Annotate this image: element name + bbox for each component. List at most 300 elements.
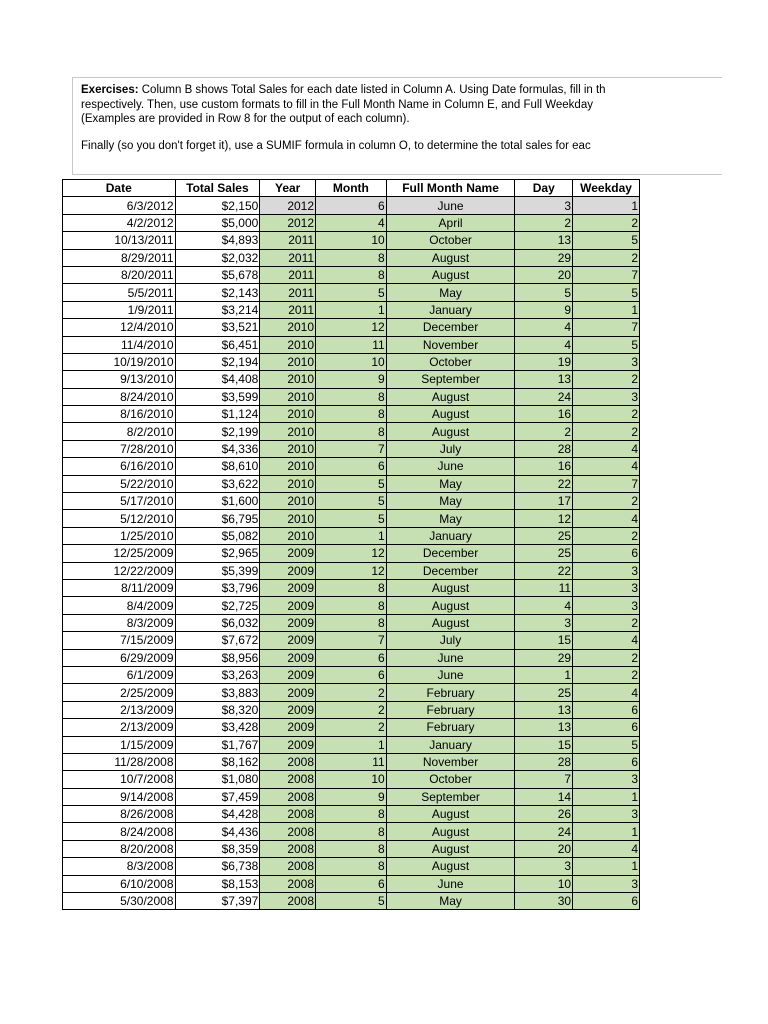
cell-year[interactable]: 2008 xyxy=(260,875,316,892)
cell-full-month-name[interactable]: August xyxy=(386,597,515,614)
cell-date[interactable]: 10/7/2008 xyxy=(63,771,176,788)
cell-year[interactable]: 2012 xyxy=(260,214,316,231)
cell-weekday[interactable]: 6 xyxy=(573,893,640,910)
cell-year[interactable]: 2010 xyxy=(260,510,316,527)
cell-full-month-name[interactable]: September xyxy=(386,371,515,388)
cell-day[interactable]: 25 xyxy=(515,527,573,544)
cell-weekday[interactable]: 7 xyxy=(573,319,640,336)
cell-day[interactable]: 20 xyxy=(515,840,573,857)
cell-date[interactable]: 4/2/2012 xyxy=(63,214,176,231)
cell-month[interactable]: 11 xyxy=(316,753,387,770)
cell-date[interactable]: 6/3/2012 xyxy=(63,197,176,214)
cell-day[interactable]: 2 xyxy=(515,423,573,440)
cell-total-sales[interactable]: $5,678 xyxy=(175,266,260,283)
cell-full-month-name[interactable]: June xyxy=(386,666,515,683)
cell-full-month-name[interactable]: December xyxy=(386,562,515,579)
cell-year[interactable]: 2009 xyxy=(260,614,316,631)
cell-day[interactable]: 4 xyxy=(515,597,573,614)
cell-total-sales[interactable]: $7,397 xyxy=(175,893,260,910)
cell-total-sales[interactable]: $3,883 xyxy=(175,684,260,701)
cell-total-sales[interactable]: $3,521 xyxy=(175,319,260,336)
cell-weekday[interactable]: 5 xyxy=(573,284,640,301)
cell-day[interactable]: 3 xyxy=(515,858,573,875)
cell-year[interactable]: 2009 xyxy=(260,666,316,683)
cell-day[interactable]: 16 xyxy=(515,458,573,475)
cell-full-month-name[interactable]: January xyxy=(386,736,515,753)
cell-date[interactable]: 12/25/2009 xyxy=(63,545,176,562)
cell-full-month-name[interactable]: August xyxy=(386,423,515,440)
cell-year[interactable]: 2008 xyxy=(260,806,316,823)
cell-total-sales[interactable]: $4,428 xyxy=(175,806,260,823)
cell-total-sales[interactable]: $8,153 xyxy=(175,875,260,892)
cell-month[interactable]: 12 xyxy=(316,319,387,336)
cell-month[interactable]: 10 xyxy=(316,353,387,370)
cell-full-month-name[interactable]: January xyxy=(386,527,515,544)
cell-total-sales[interactable]: $2,725 xyxy=(175,597,260,614)
cell-total-sales[interactable]: $4,436 xyxy=(175,823,260,840)
cell-year[interactable]: 2011 xyxy=(260,232,316,249)
cell-total-sales[interactable]: $3,622 xyxy=(175,475,260,492)
cell-weekday[interactable]: 3 xyxy=(573,388,640,405)
cell-weekday[interactable]: 2 xyxy=(573,423,640,440)
cell-year[interactable]: 2010 xyxy=(260,493,316,510)
cell-total-sales[interactable]: $6,738 xyxy=(175,858,260,875)
cell-total-sales[interactable]: $5,000 xyxy=(175,214,260,231)
cell-full-month-name[interactable]: October xyxy=(386,353,515,370)
cell-year[interactable]: 2010 xyxy=(260,336,316,353)
cell-month[interactable]: 7 xyxy=(316,440,387,457)
cell-weekday[interactable]: 1 xyxy=(573,858,640,875)
cell-day[interactable]: 13 xyxy=(515,701,573,718)
cell-day[interactable]: 25 xyxy=(515,545,573,562)
cell-weekday[interactable]: 4 xyxy=(573,632,640,649)
cell-date[interactable]: 9/14/2008 xyxy=(63,788,176,805)
cell-date[interactable]: 8/24/2008 xyxy=(63,823,176,840)
cell-total-sales[interactable]: $6,032 xyxy=(175,614,260,631)
cell-full-month-name[interactable]: August xyxy=(386,614,515,631)
cell-weekday[interactable]: 2 xyxy=(573,406,640,423)
cell-year[interactable]: 2011 xyxy=(260,249,316,266)
cell-day[interactable]: 1 xyxy=(515,666,573,683)
cell-year[interactable]: 2010 xyxy=(260,353,316,370)
cell-weekday[interactable]: 4 xyxy=(573,840,640,857)
cell-date[interactable]: 9/13/2010 xyxy=(63,371,176,388)
cell-total-sales[interactable]: $5,399 xyxy=(175,562,260,579)
cell-day[interactable]: 30 xyxy=(515,893,573,910)
cell-day[interactable]: 7 xyxy=(515,771,573,788)
cell-full-month-name[interactable]: July xyxy=(386,440,515,457)
cell-month[interactable]: 5 xyxy=(316,284,387,301)
cell-month[interactable]: 8 xyxy=(316,423,387,440)
cell-month[interactable]: 8 xyxy=(316,823,387,840)
cell-weekday[interactable]: 3 xyxy=(573,579,640,596)
cell-total-sales[interactable]: $1,600 xyxy=(175,493,260,510)
cell-day[interactable]: 12 xyxy=(515,510,573,527)
cell-month[interactable]: 10 xyxy=(316,771,387,788)
cell-total-sales[interactable]: $3,796 xyxy=(175,579,260,596)
cell-weekday[interactable]: 2 xyxy=(573,249,640,266)
cell-year[interactable]: 2008 xyxy=(260,753,316,770)
cell-day[interactable]: 13 xyxy=(515,371,573,388)
cell-day[interactable]: 15 xyxy=(515,632,573,649)
cell-date[interactable]: 8/2/2010 xyxy=(63,423,176,440)
cell-total-sales[interactable]: $8,162 xyxy=(175,753,260,770)
cell-date[interactable]: 5/12/2010 xyxy=(63,510,176,527)
cell-day[interactable]: 2 xyxy=(515,214,573,231)
cell-full-month-name[interactable]: November xyxy=(386,753,515,770)
cell-day[interactable]: 13 xyxy=(515,232,573,249)
cell-year[interactable]: 2009 xyxy=(260,649,316,666)
cell-month[interactable]: 1 xyxy=(316,527,387,544)
cell-full-month-name[interactable]: February xyxy=(386,701,515,718)
cell-date[interactable]: 10/13/2011 xyxy=(63,232,176,249)
cell-date[interactable]: 2/13/2009 xyxy=(63,701,176,718)
cell-year[interactable]: 2010 xyxy=(260,440,316,457)
cell-total-sales[interactable]: $1,124 xyxy=(175,406,260,423)
cell-year[interactable]: 2010 xyxy=(260,388,316,405)
cell-day[interactable]: 22 xyxy=(515,562,573,579)
cell-total-sales[interactable]: $1,080 xyxy=(175,771,260,788)
cell-year[interactable]: 2008 xyxy=(260,858,316,875)
cell-year[interactable]: 2011 xyxy=(260,266,316,283)
cell-day[interactable]: 17 xyxy=(515,493,573,510)
cell-year[interactable]: 2009 xyxy=(260,736,316,753)
cell-full-month-name[interactable]: November xyxy=(386,336,515,353)
cell-day[interactable]: 19 xyxy=(515,353,573,370)
cell-full-month-name[interactable]: June xyxy=(386,875,515,892)
cell-month[interactable]: 8 xyxy=(316,249,387,266)
cell-date[interactable]: 8/29/2011 xyxy=(63,249,176,266)
cell-full-month-name[interactable]: June xyxy=(386,649,515,666)
cell-total-sales[interactable]: $2,199 xyxy=(175,423,260,440)
cell-full-month-name[interactable]: August xyxy=(386,266,515,283)
cell-day[interactable]: 3 xyxy=(515,197,573,214)
table-row xyxy=(63,840,640,857)
cell-month[interactable]: 6 xyxy=(316,649,387,666)
cell-total-sales[interactable]: $8,320 xyxy=(175,701,260,718)
cell-weekday[interactable]: 6 xyxy=(573,545,640,562)
cell-date[interactable]: 12/22/2009 xyxy=(63,562,176,579)
table-row xyxy=(63,371,640,388)
cell-year[interactable]: 2011 xyxy=(260,284,316,301)
cell-full-month-name[interactable]: December xyxy=(386,545,515,562)
cell-month[interactable]: 6 xyxy=(316,875,387,892)
header-full-month-name[interactable]: Full Month Name xyxy=(386,180,515,197)
cell-year[interactable]: 2010 xyxy=(260,475,316,492)
header-weekday[interactable]: Weekday xyxy=(573,180,640,197)
cell-full-month-name[interactable]: July xyxy=(386,632,515,649)
cell-full-month-name[interactable]: October xyxy=(386,232,515,249)
cell-weekday[interactable]: 2 xyxy=(573,527,640,544)
cell-weekday[interactable]: 2 xyxy=(573,493,640,510)
cell-total-sales[interactable]: $7,672 xyxy=(175,632,260,649)
cell-month[interactable]: 5 xyxy=(316,893,387,910)
cell-weekday[interactable]: 1 xyxy=(573,197,640,214)
cell-full-month-name[interactable]: May xyxy=(386,284,515,301)
cell-weekday[interactable]: 4 xyxy=(573,440,640,457)
cell-year[interactable]: 2010 xyxy=(260,527,316,544)
cell-total-sales[interactable]: $8,956 xyxy=(175,649,260,666)
cell-month[interactable]: 4 xyxy=(316,214,387,231)
cell-total-sales[interactable]: $7,459 xyxy=(175,788,260,805)
cell-day[interactable]: 5 xyxy=(515,284,573,301)
cell-weekday[interactable]: 2 xyxy=(573,666,640,683)
cell-day[interactable]: 4 xyxy=(515,336,573,353)
cell-weekday[interactable]: 7 xyxy=(573,475,640,492)
cell-date[interactable]: 8/16/2010 xyxy=(63,406,176,423)
cell-date[interactable]: 6/29/2009 xyxy=(63,649,176,666)
cell-year[interactable]: 2009 xyxy=(260,701,316,718)
cell-month[interactable]: 11 xyxy=(316,336,387,353)
cell-weekday[interactable]: 3 xyxy=(573,353,640,370)
cell-day[interactable]: 13 xyxy=(515,719,573,736)
cell-year[interactable]: 2009 xyxy=(260,719,316,736)
cell-day[interactable]: 15 xyxy=(515,736,573,753)
cell-weekday[interactable]: 2 xyxy=(573,214,640,231)
cell-month[interactable]: 2 xyxy=(316,684,387,701)
cell-day[interactable]: 20 xyxy=(515,266,573,283)
header-total-sales[interactable]: Total Sales xyxy=(175,180,260,197)
cell-date[interactable]: 6/10/2008 xyxy=(63,875,176,892)
cell-year[interactable]: 2011 xyxy=(260,301,316,318)
cell-date[interactable]: 8/3/2009 xyxy=(63,614,176,631)
cell-total-sales[interactable]: $8,359 xyxy=(175,840,260,857)
cell-day[interactable]: 29 xyxy=(515,249,573,266)
cell-weekday[interactable]: 3 xyxy=(573,806,640,823)
cell-month[interactable]: 6 xyxy=(316,197,387,214)
cell-full-month-name[interactable]: May xyxy=(386,475,515,492)
cell-total-sales[interactable]: $3,428 xyxy=(175,719,260,736)
cell-year[interactable]: 2009 xyxy=(260,597,316,614)
cell-date[interactable]: 5/22/2010 xyxy=(63,475,176,492)
cell-year[interactable]: 2008 xyxy=(260,893,316,910)
cell-year[interactable]: 2009 xyxy=(260,545,316,562)
header-year[interactable]: Year xyxy=(260,180,316,197)
cell-full-month-name[interactable]: August xyxy=(386,823,515,840)
cell-month[interactable]: 8 xyxy=(316,579,387,596)
cell-weekday[interactable]: 4 xyxy=(573,510,640,527)
cell-date[interactable]: 1/15/2009 xyxy=(63,736,176,753)
cell-year[interactable]: 2010 xyxy=(260,406,316,423)
cell-month[interactable]: 7 xyxy=(316,632,387,649)
cell-weekday[interactable]: 2 xyxy=(573,371,640,388)
cell-day[interactable]: 28 xyxy=(515,440,573,457)
cell-total-sales[interactable]: $6,795 xyxy=(175,510,260,527)
cell-weekday[interactable]: 7 xyxy=(573,266,640,283)
cell-total-sales[interactable]: $3,599 xyxy=(175,388,260,405)
cell-day[interactable]: 24 xyxy=(515,388,573,405)
cell-day[interactable]: 24 xyxy=(515,823,573,840)
cell-weekday[interactable]: 6 xyxy=(573,701,640,718)
header-day[interactable]: Day xyxy=(515,180,573,197)
cell-full-month-name[interactable]: December xyxy=(386,319,515,336)
cell-date[interactable]: 11/4/2010 xyxy=(63,336,176,353)
cell-weekday[interactable]: 5 xyxy=(573,736,640,753)
cell-month[interactable]: 8 xyxy=(316,806,387,823)
cell-weekday[interactable]: 1 xyxy=(573,823,640,840)
cell-total-sales[interactable]: $4,893 xyxy=(175,232,260,249)
cell-weekday[interactable]: 3 xyxy=(573,562,640,579)
cell-day[interactable]: 11 xyxy=(515,579,573,596)
cell-full-month-name[interactable]: May xyxy=(386,493,515,510)
cell-month[interactable]: 8 xyxy=(316,614,387,631)
cell-month[interactable]: 10 xyxy=(316,232,387,249)
cell-year[interactable]: 2009 xyxy=(260,632,316,649)
cell-date[interactable]: 1/9/2011 xyxy=(63,301,176,318)
cell-weekday[interactable]: 1 xyxy=(573,788,640,805)
cell-full-month-name[interactable]: April xyxy=(386,214,515,231)
table-row xyxy=(63,719,640,736)
cell-month[interactable]: 1 xyxy=(316,301,387,318)
cell-year[interactable]: 2009 xyxy=(260,579,316,596)
cell-total-sales[interactable]: $1,767 xyxy=(175,736,260,753)
header-date[interactable]: Date xyxy=(63,180,176,197)
cell-month[interactable]: 9 xyxy=(316,371,387,388)
cell-full-month-name[interactable]: June xyxy=(386,458,515,475)
cell-full-month-name[interactable]: August xyxy=(386,249,515,266)
cell-weekday[interactable]: 5 xyxy=(573,336,640,353)
cell-month[interactable]: 2 xyxy=(316,701,387,718)
cell-date[interactable]: 6/16/2010 xyxy=(63,458,176,475)
cell-year[interactable]: 2010 xyxy=(260,423,316,440)
cell-weekday[interactable]: 3 xyxy=(573,597,640,614)
cell-full-month-name[interactable]: September xyxy=(386,788,515,805)
cell-date[interactable]: 8/24/2010 xyxy=(63,388,176,405)
cell-total-sales[interactable]: $2,143 xyxy=(175,284,260,301)
cell-weekday[interactable]: 4 xyxy=(573,458,640,475)
cell-weekday[interactable]: 3 xyxy=(573,875,640,892)
cell-weekday[interactable]: 6 xyxy=(573,753,640,770)
cell-day[interactable]: 10 xyxy=(515,875,573,892)
cell-full-month-name[interactable]: February xyxy=(386,684,515,701)
cell-day[interactable]: 22 xyxy=(515,475,573,492)
cell-day[interactable]: 3 xyxy=(515,614,573,631)
cell-total-sales[interactable]: $4,336 xyxy=(175,440,260,457)
cell-date[interactable]: 11/28/2008 xyxy=(63,753,176,770)
cell-year[interactable]: 2010 xyxy=(260,458,316,475)
cell-month[interactable]: 8 xyxy=(316,406,387,423)
cell-full-month-name[interactable]: August xyxy=(386,388,515,405)
cell-year[interactable]: 2009 xyxy=(260,562,316,579)
cell-date[interactable]: 8/20/2008 xyxy=(63,840,176,857)
cell-total-sales[interactable]: $5,082 xyxy=(175,527,260,544)
cell-date[interactable]: 5/5/2011 xyxy=(63,284,176,301)
cell-month[interactable]: 8 xyxy=(316,597,387,614)
cell-total-sales[interactable]: $8,610 xyxy=(175,458,260,475)
cell-full-month-name[interactable]: May xyxy=(386,510,515,527)
cell-day[interactable]: 26 xyxy=(515,806,573,823)
cell-year[interactable]: 2010 xyxy=(260,371,316,388)
cell-date[interactable]: 12/4/2010 xyxy=(63,319,176,336)
cell-total-sales[interactable]: $2,150 xyxy=(175,197,260,214)
cell-total-sales[interactable]: $2,194 xyxy=(175,353,260,370)
cell-full-month-name[interactable]: October xyxy=(386,771,515,788)
cell-date[interactable]: 8/4/2009 xyxy=(63,597,176,614)
cell-year[interactable]: 2010 xyxy=(260,319,316,336)
cell-date[interactable]: 6/1/2009 xyxy=(63,666,176,683)
cell-date[interactable]: 2/25/2009 xyxy=(63,684,176,701)
cell-day[interactable]: 4 xyxy=(515,319,573,336)
cell-full-month-name[interactable]: August xyxy=(386,806,515,823)
cell-year[interactable]: 2008 xyxy=(260,840,316,857)
cell-day[interactable]: 9 xyxy=(515,301,573,318)
cell-date[interactable]: 2/13/2009 xyxy=(63,719,176,736)
cell-date[interactable]: 8/26/2008 xyxy=(63,806,176,823)
cell-total-sales[interactable]: $4,408 xyxy=(175,371,260,388)
cell-date[interactable]: 7/28/2010 xyxy=(63,440,176,457)
cell-year[interactable]: 2012 xyxy=(260,197,316,214)
cell-month[interactable]: 2 xyxy=(316,719,387,736)
cell-day[interactable]: 14 xyxy=(515,788,573,805)
cell-full-month-name[interactable]: January xyxy=(386,301,515,318)
cell-year[interactable]: 2009 xyxy=(260,684,316,701)
cell-weekday[interactable]: 4 xyxy=(573,684,640,701)
cell-date[interactable]: 7/15/2009 xyxy=(63,632,176,649)
cell-month[interactable]: 9 xyxy=(316,788,387,805)
cell-day[interactable]: 25 xyxy=(515,684,573,701)
cell-year[interactable]: 2008 xyxy=(260,771,316,788)
cell-full-month-name[interactable]: May xyxy=(386,893,515,910)
cell-date[interactable]: 8/20/2011 xyxy=(63,266,176,283)
cell-weekday[interactable]: 3 xyxy=(573,771,640,788)
cell-total-sales[interactable]: $2,965 xyxy=(175,545,260,562)
cell-year[interactable]: 2008 xyxy=(260,823,316,840)
table-row xyxy=(63,319,640,336)
cell-month[interactable]: 5 xyxy=(316,475,387,492)
cell-date[interactable]: 8/3/2008 xyxy=(63,858,176,875)
cell-day[interactable]: 16 xyxy=(515,406,573,423)
cell-full-month-name[interactable]: August xyxy=(386,858,515,875)
cell-date[interactable]: 1/25/2010 xyxy=(63,527,176,544)
cell-full-month-name[interactable]: February xyxy=(386,719,515,736)
cell-date[interactable]: 8/11/2009 xyxy=(63,579,176,596)
cell-full-month-name[interactable]: August xyxy=(386,840,515,857)
cell-day[interactable]: 29 xyxy=(515,649,573,666)
cell-full-month-name[interactable]: August xyxy=(386,406,515,423)
cell-month[interactable]: 8 xyxy=(316,388,387,405)
cell-weekday[interactable]: 1 xyxy=(573,301,640,318)
cell-month[interactable]: 6 xyxy=(316,666,387,683)
cell-date[interactable]: 5/30/2008 xyxy=(63,893,176,910)
cell-weekday[interactable]: 5 xyxy=(573,232,640,249)
cell-year[interactable]: 2008 xyxy=(260,788,316,805)
table-row xyxy=(63,527,640,544)
cell-month[interactable]: 8 xyxy=(316,840,387,857)
cell-weekday[interactable]: 2 xyxy=(573,614,640,631)
header-month[interactable]: Month xyxy=(316,180,387,197)
cell-month[interactable]: 6 xyxy=(316,458,387,475)
cell-date[interactable]: 5/17/2010 xyxy=(63,493,176,510)
cell-date[interactable]: 10/19/2010 xyxy=(63,353,176,370)
cell-month[interactable]: 1 xyxy=(316,736,387,753)
cell-month[interactable]: 8 xyxy=(316,266,387,283)
cell-day[interactable]: 28 xyxy=(515,753,573,770)
cell-month[interactable]: 12 xyxy=(316,562,387,579)
cell-total-sales[interactable]: $3,263 xyxy=(175,666,260,683)
cell-weekday[interactable]: 2 xyxy=(573,649,640,666)
cell-total-sales[interactable]: $2,032 xyxy=(175,249,260,266)
cell-total-sales[interactable]: $3,214 xyxy=(175,301,260,318)
cell-month[interactable]: 8 xyxy=(316,858,387,875)
cell-full-month-name[interactable]: August xyxy=(386,579,515,596)
cell-month[interactable]: 5 xyxy=(316,510,387,527)
cell-month[interactable]: 5 xyxy=(316,493,387,510)
table-row xyxy=(63,666,640,683)
cell-month[interactable]: 12 xyxy=(316,545,387,562)
cell-total-sales[interactable]: $6,451 xyxy=(175,336,260,353)
cell-full-month-name[interactable]: June xyxy=(386,197,515,214)
cell-weekday[interactable]: 6 xyxy=(573,719,640,736)
